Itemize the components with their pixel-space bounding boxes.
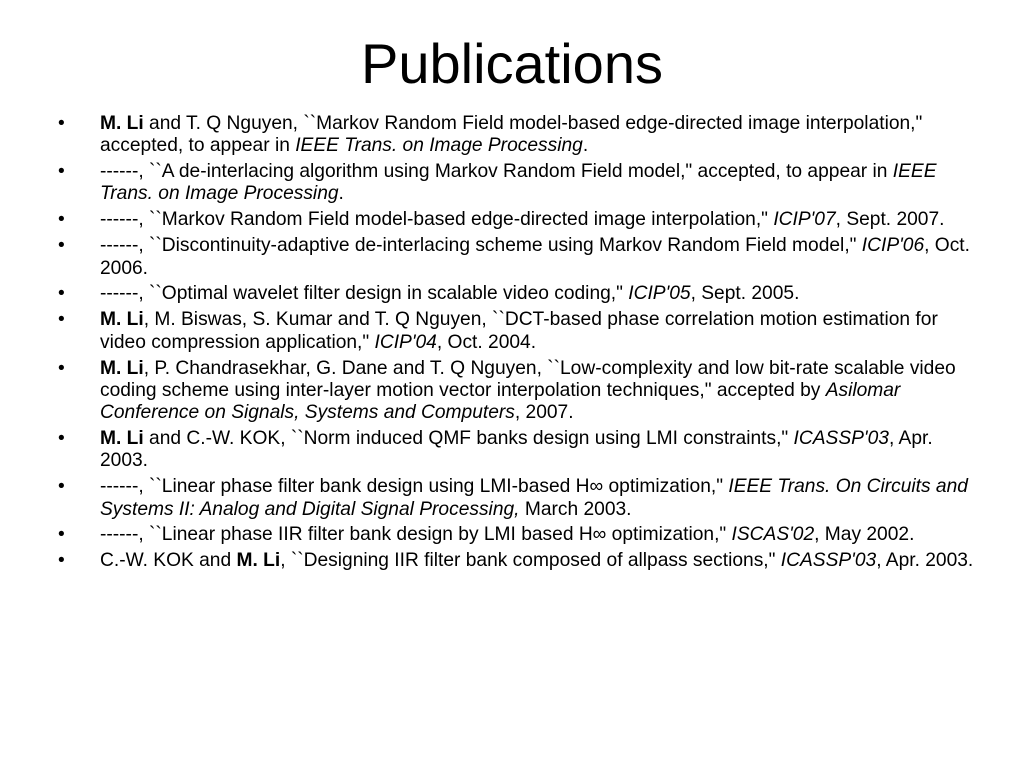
venue-name: ICASSP'03 (780, 550, 877, 572)
citation-text: , Sept. 2005. (690, 283, 800, 305)
citation-text: , ``Designing IIR filter bank composed of allpass sections," (280, 550, 781, 572)
bullet-icon: • (58, 113, 65, 134)
publication-item (58, 524, 978, 546)
author-name: M. Li (100, 428, 144, 450)
author-name: M. Li (100, 309, 144, 331)
venue-name: IEEE Trans. on Image Processing (100, 161, 937, 205)
venue-name: ICASSP'03 (793, 428, 889, 450)
citation-text: . (582, 135, 589, 157)
publication-item (58, 476, 978, 521)
venue-name: ICIP'06 (861, 235, 925, 257)
citation-text: ------, ``Discontinuity-adaptive de-interlacing scheme using Markov Random Field model," (100, 235, 862, 257)
citation-text: ------, ``Optimal wavelet filter design in scalable video coding," (100, 283, 629, 305)
bullet-icon: • (58, 428, 65, 450)
venue-name: ISCAS'02 (731, 524, 815, 546)
citation-text: , Apr. 2003. (876, 550, 974, 572)
bullet-icon: • (58, 283, 65, 305)
publication-item (58, 309, 978, 354)
publication-item (58, 428, 978, 473)
bullet-icon: • (58, 524, 65, 546)
bullet-icon: • (58, 309, 65, 331)
author-name: M. Li (100, 357, 144, 379)
publication-item (58, 161, 978, 206)
venue-name: Asilomar Conference on Signals, Systems and Computers (100, 379, 901, 424)
author-name: M. Li (100, 113, 144, 134)
publication-item (58, 550, 978, 572)
citation-text: ------, ``Linear phase filter bank design using LMI-based H∞ optimization," (100, 476, 729, 498)
citation-text: , Sept. 2007. (835, 209, 945, 231)
citation-text: C.-W. KOK and (100, 550, 237, 572)
citation-text: , P. Chandrasekhar, G. Dane and T. Q Nguyen, ``Low-complexity and low bit-rate scalable video coding scheme using inter-layer motion vector interpolation techniques," accepted by (100, 357, 956, 401)
citation-text: and T. Q Nguyen, ``Markov Random Field model-based edge-directed image interpolation," accepted, to appear in (100, 113, 923, 157)
citation-text: ------, ``Linear phase IIR filter bank design by LMI based H∞ optimization," (100, 524, 732, 546)
venue-name: ICIP'05 (628, 283, 691, 305)
bullet-icon: • (58, 357, 65, 379)
bullet-icon: • (58, 235, 65, 257)
citation-text: , 2007. (514, 402, 574, 424)
citation-text: , Oct. 2006. (100, 235, 970, 279)
citation-text: , Apr. 2003. (100, 428, 933, 472)
citation-text: , May 2002. (814, 524, 915, 546)
publication-list (58, 113, 978, 576)
bullet-icon: • (58, 209, 65, 231)
publication-item (58, 283, 978, 305)
venue-name: IEEE Trans. on Image Processing (295, 135, 583, 157)
citation-text: , M. Biswas, S. Kumar and T. Q Nguyen, ``DCT-based phase correlation motion estimation for video compression application," (100, 309, 938, 353)
citation-text: March 2003. (519, 498, 632, 520)
publication-item (58, 113, 978, 158)
venue-name: ICIP'04 (374, 331, 437, 353)
citation-text: . (338, 183, 344, 205)
venue-name: ICIP'07 (773, 209, 836, 231)
venue-name: IEEE Trans. On Circuits and Systems II: Analog and Digital Signal Processing, (100, 476, 968, 520)
publication-item (58, 235, 978, 280)
bullet-icon: • (58, 476, 65, 498)
slide-title: Publications (361, 32, 663, 95)
citation-text: , Oct. 2004. (436, 331, 537, 353)
publication-item (58, 209, 978, 231)
bullet-icon: • (58, 550, 65, 572)
citation-text: ------, ``A de-interlacing algorithm using Markov Random Field model," accepted, to appear in (100, 161, 893, 183)
citation-text: and C.-W. KOK, ``Norm induced QMF banks design using LMI constraints," (143, 428, 794, 450)
bullet-icon: • (58, 161, 65, 183)
author-name: M. Li (236, 550, 281, 572)
publication-item (58, 358, 978, 425)
citation-text: ------, ``Markov Random Field model-based edge-directed image interpolation," (100, 209, 774, 231)
